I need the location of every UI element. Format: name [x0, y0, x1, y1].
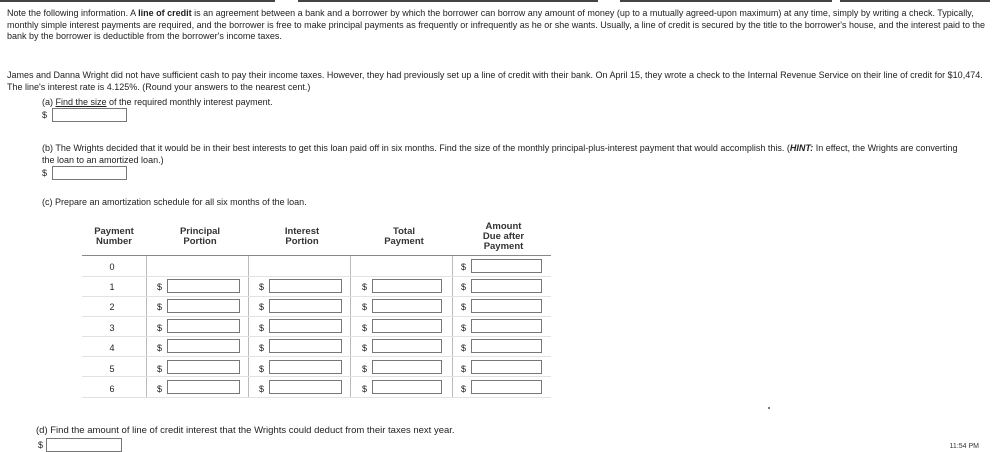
payment-number-4: 4 [109, 343, 115, 353]
part-d-question: (d) Find the amount of line of credit interest that the Wrights could deduct from their taxes next year. [36, 425, 455, 436]
part-a-answer-input[interactable] [52, 108, 127, 122]
row-divider [82, 316, 551, 317]
total-currency-3: $ [362, 323, 368, 333]
part-a-currency: $ [42, 110, 48, 120]
principal-currency-5: $ [157, 364, 163, 374]
payment-number-5: 5 [109, 364, 115, 374]
principal-currency-1: $ [157, 282, 163, 292]
amount-due-input-3[interactable] [471, 319, 542, 333]
interest-input-2[interactable] [269, 299, 342, 313]
principal-input-5[interactable] [167, 360, 240, 374]
due-currency-4: $ [461, 343, 467, 353]
total-currency-6: $ [362, 384, 368, 394]
total-currency-2: $ [362, 302, 368, 312]
principal-currency-4: $ [157, 343, 163, 353]
interest-input-1[interactable] [269, 279, 342, 293]
interest-currency-6: $ [259, 384, 265, 394]
payment-number-2: 2 [109, 302, 115, 312]
header-principal-portion: Principal Portion [179, 226, 221, 247]
amount-due-input-1[interactable] [471, 279, 542, 293]
header-divider [82, 255, 551, 256]
amount-due-input-0[interactable] [471, 259, 542, 273]
row-divider [82, 376, 551, 377]
total-payment-input-3[interactable] [372, 319, 442, 333]
principal-input-3[interactable] [167, 319, 240, 333]
mouse-pointer [768, 407, 770, 409]
principal-input-4[interactable] [167, 339, 240, 353]
payment-number-1: 1 [109, 282, 115, 292]
due-currency-6: $ [461, 384, 467, 394]
row-divider [82, 276, 551, 277]
interest-currency-3: $ [259, 323, 265, 333]
amount-due-input-4[interactable] [471, 339, 542, 353]
interest-currency-2: $ [259, 302, 265, 312]
interest-input-3[interactable] [269, 319, 342, 333]
interest-input-5[interactable] [269, 360, 342, 374]
principal-currency-3: $ [157, 323, 163, 333]
header-payment-number: Payment Number [94, 226, 134, 247]
row-divider [82, 397, 551, 398]
header-interest-portion: Interest Portion [284, 226, 320, 247]
amount-due-input-6[interactable] [471, 380, 542, 394]
row-divider [82, 296, 551, 297]
taskbar-clock: 11:54 PM [949, 443, 979, 450]
scenario-paragraph: James and Danna Wright did not have sufficient cash to pay their income taxes. However, they had previously set up a line of credit with their bank. On April 15, they wrote a check to the Internal Revenue Service on their line of credit for $10,474. The line's interest rate is 4.125%. (Round your answers to the nearest cent.) [7, 70, 983, 92]
interest-currency-1: $ [259, 282, 265, 292]
total-currency-5: $ [362, 364, 368, 374]
part-c-question: (c) Prepare an amortization schedule for all six months of the loan. [42, 197, 307, 207]
principal-currency-6: $ [157, 384, 163, 394]
interest-input-4[interactable] [269, 339, 342, 353]
line-of-credit-term: line of credit [138, 8, 192, 18]
payment-number-3: 3 [109, 323, 115, 333]
payment-number-0: 0 [109, 262, 115, 272]
intro-paragraph: Note the following information. A line of credit is an agreement between a bank and a borrower by which the borrower can borrow any amount of money (up to a mutually agreed-upon maximum) at any time, simply by writing a check. Typically, monthly simple interest payments are required, and the borrower is free to make principal payments as frequently or infrequently as he or she wants. Usually, a line of credit is secured by the title to the borrower's house, and the interest paid to the bank by the borrower is deductible from the borrower's income taxes. [7, 8, 986, 41]
amount-due-input-5[interactable] [471, 360, 542, 374]
part-b-question: (b) The Wrights decided that it would be in their best interests to get this loan paid off in six months. Find the size of the monthly principal-plus-interest payment that would accomplish this. (HINT: In effect, the Wrights are converting the loan to an amortized loan.) [42, 143, 958, 165]
row-divider [82, 356, 551, 357]
part-b-currency: $ [42, 168, 48, 178]
total-payment-input-1[interactable] [372, 279, 442, 293]
payment-number-6: 6 [109, 384, 115, 394]
total-currency-4: $ [362, 343, 368, 353]
interest-input-6[interactable] [269, 380, 342, 394]
header-amount-due-after-payment: Amount Due after Payment [482, 221, 525, 252]
row-divider [82, 336, 551, 337]
principal-input-6[interactable] [167, 380, 240, 394]
top-border [0, 0, 999, 3]
total-payment-input-2[interactable] [372, 299, 442, 313]
header-total-payment: Total Payment [384, 226, 424, 247]
due-currency-2: $ [461, 302, 467, 312]
due-currency-0: $ [461, 262, 467, 272]
part-d-currency: $ [38, 440, 44, 450]
due-currency-3: $ [461, 323, 467, 333]
interest-currency-5: $ [259, 364, 265, 374]
principal-input-1[interactable] [167, 279, 240, 293]
total-currency-1: $ [362, 282, 368, 292]
part-a-question: (a) Find the size of the required monthly interest payment. [42, 97, 273, 107]
principal-input-2[interactable] [167, 299, 240, 313]
due-currency-5: $ [461, 364, 467, 374]
amount-due-input-2[interactable] [471, 299, 542, 313]
due-currency-1: $ [461, 282, 467, 292]
total-payment-input-4[interactable] [372, 339, 442, 353]
part-b-answer-input[interactable] [52, 166, 127, 180]
interest-currency-4: $ [259, 343, 265, 353]
hint-label: HINT: [789, 143, 814, 153]
total-payment-input-5[interactable] [372, 360, 442, 374]
principal-currency-2: $ [157, 302, 163, 312]
total-payment-input-6[interactable] [372, 380, 442, 394]
